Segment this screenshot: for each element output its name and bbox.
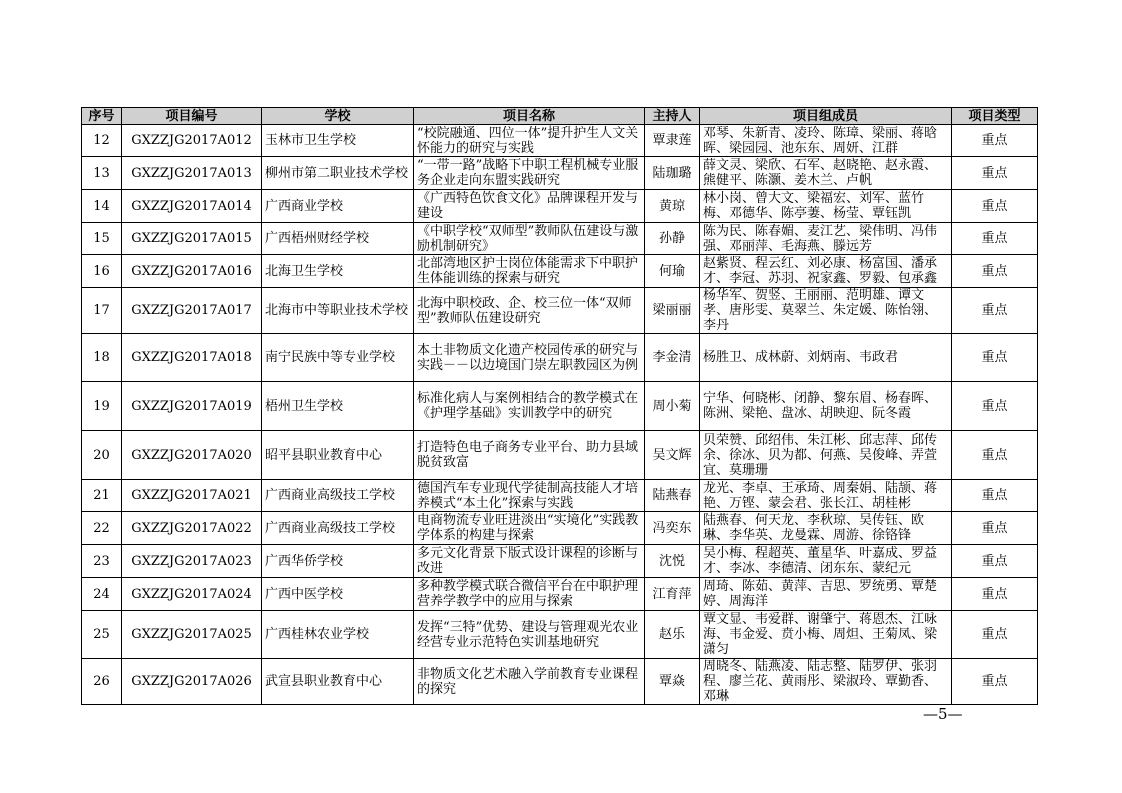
project-code: GXZZJG2017A024 xyxy=(122,578,262,611)
project-name: “一带一路”战略下中职工程机械专业服务企业走向东盟实践研究 xyxy=(414,157,645,190)
project-type: 重点 xyxy=(952,611,1038,659)
row-index: 18 xyxy=(82,334,122,382)
row-index: 24 xyxy=(82,578,122,611)
team-members: 赵紫贤、程云红、刘必康、杨富国、潘承才、李冠、苏羽、祝家鑫、罗毅、包承鑫 xyxy=(700,255,952,288)
header-members: 项目组成员 xyxy=(700,108,952,125)
project-code: GXZZJG2017A019 xyxy=(122,382,262,431)
team-members: 杨华军、贺竖、王丽丽、范明雄、谭文孝、唐彤雯、莫翠兰、朱定媛、陈怡翎、李丹 xyxy=(700,288,952,334)
project-type: 重点 xyxy=(952,431,1038,480)
table-row xyxy=(82,334,1038,382)
team-members: 周晓冬、陆燕凌、陆志整、陆罗伊、张羽程、廖兰花、黄雨彤、梁淑玲、覃勤香、邓琳 xyxy=(700,659,952,705)
row-index: 17 xyxy=(82,288,122,334)
host-name: 李金清 xyxy=(645,334,700,382)
table-row xyxy=(82,157,1038,190)
host-name: 赵乐 xyxy=(645,611,700,659)
project-name: 非物质文化艺术融入学前教育专业课程的探究 xyxy=(414,659,645,705)
header-host: 主持人 xyxy=(645,108,700,125)
school-name: 昭平县职业教育中心 xyxy=(262,431,414,480)
project-type: 重点 xyxy=(952,512,1038,545)
team-members: 贝荣赞、邱绍伟、朱江彬、邱志萍、邱传余、徐冰、贝为都、何燕、吴俊峰、弄萱宜、莫珊珊 xyxy=(700,431,952,480)
table-row xyxy=(82,480,1038,512)
row-index: 22 xyxy=(82,512,122,545)
host-name: 孙静 xyxy=(645,223,700,255)
header-type: 项目类型 xyxy=(952,108,1038,125)
project-code: GXZZJG2017A016 xyxy=(122,255,262,288)
project-code: GXZZJG2017A018 xyxy=(122,334,262,382)
project-code: GXZZJG2017A012 xyxy=(122,125,262,157)
project-name: 德国汽车专业现代学徒制高技能人才培养模式“本土化”探索与实践 xyxy=(414,480,645,512)
project-type: 重点 xyxy=(952,190,1038,223)
school-name: 北海卫生学校 xyxy=(262,255,414,288)
project-name: 北海中职校政、企、校三位一体“双师型”教师队伍建设研究 xyxy=(414,288,645,334)
project-name: 北部湾地区护士岗位体能需求下中职护生体能训练的探索与研究 xyxy=(414,255,645,288)
table-row xyxy=(82,512,1038,545)
team-members: 龙光、李卓、王承琦、周秦娟、陆颉、蒋艳、万铿、蒙会君、张长江、胡桂彬 xyxy=(700,480,952,512)
table-row xyxy=(82,659,1038,705)
team-members: 周琦、陈茹、黄萍、吉思、罗统勇、覃楚婷、周海洋 xyxy=(700,578,952,611)
project-type: 重点 xyxy=(952,125,1038,157)
table-row xyxy=(82,190,1038,223)
host-name: 陆珈璐 xyxy=(645,157,700,190)
project-type: 重点 xyxy=(952,545,1038,578)
table-row xyxy=(82,255,1038,288)
team-members: 陈为民、陈春媚、麦江艺、梁伟明、冯伟强、邓丽萍、毛海燕、滕远芳 xyxy=(700,223,952,255)
table-row xyxy=(82,288,1038,334)
school-name: 广西中医学校 xyxy=(262,578,414,611)
row-index: 14 xyxy=(82,190,122,223)
row-index: 26 xyxy=(82,659,122,705)
project-name: 《中职学校“双师型”教师队伍建设与激励机制研究》 xyxy=(414,223,645,255)
school-name: 广西商业高级技工学校 xyxy=(262,512,414,545)
project-type: 重点 xyxy=(952,578,1038,611)
table-header-row xyxy=(82,108,1038,125)
project-name: 打造特色电子商务专业平台、助力县域脱贫致富 xyxy=(414,431,645,480)
table-row xyxy=(82,611,1038,659)
school-name: 北海市中等职业技术学校 xyxy=(262,288,414,334)
host-name: 周小菊 xyxy=(645,382,700,431)
team-members: 陆燕春、何天龙、李秋琼、吴传钰、欧琳、李华英、龙曼霖、周游、徐铬锋 xyxy=(700,512,952,545)
team-members: 薛文灵、梁欣、石军、赵晓艳、赵永霞、熊健平、陈灏、姜木兰、卢帆 xyxy=(700,157,952,190)
project-type: 重点 xyxy=(952,288,1038,334)
row-index: 21 xyxy=(82,480,122,512)
table-row xyxy=(82,578,1038,611)
project-code: GXZZJG2017A017 xyxy=(122,288,262,334)
host-name: 梁丽丽 xyxy=(645,288,700,334)
row-index: 25 xyxy=(82,611,122,659)
header-project-name: 项目名称 xyxy=(414,108,645,125)
host-name: 冯奕东 xyxy=(645,512,700,545)
school-name: 广西梧州财经学校 xyxy=(262,223,414,255)
project-code: GXZZJG2017A023 xyxy=(122,545,262,578)
school-name: 柳州市第二职业技术学校 xyxy=(262,157,414,190)
row-index: 16 xyxy=(82,255,122,288)
host-name: 黄琼 xyxy=(645,190,700,223)
school-name: 广西商业学校 xyxy=(262,190,414,223)
row-index: 13 xyxy=(82,157,122,190)
table-row xyxy=(82,545,1038,578)
project-type: 重点 xyxy=(952,223,1038,255)
table-row xyxy=(82,125,1038,157)
team-members: 覃文显、韦爱群、谢肇宁、蒋恩杰、江咏海、韦金爱、贲小梅、周炟、王菊凤、梁潇匀 xyxy=(700,611,952,659)
header-index: 序号 xyxy=(82,108,122,125)
project-type: 重点 xyxy=(952,659,1038,705)
host-name: 吴文辉 xyxy=(645,431,700,480)
project-name: 本土非物质文化遗产校园传承的研究与实践－－以边境国门崇左职教园区为例 xyxy=(414,334,645,382)
host-name: 何瑜 xyxy=(645,255,700,288)
row-index: 23 xyxy=(82,545,122,578)
project-code: GXZZJG2017A022 xyxy=(122,512,262,545)
team-members: 吴小梅、程超英、董星华、叶嘉成、罗益才、李冰、李德清、闭东东、蒙纪元 xyxy=(700,545,952,578)
host-name: 覃隶莲 xyxy=(645,125,700,157)
project-code: GXZZJG2017A021 xyxy=(122,480,262,512)
school-name: 玉林市卫生学校 xyxy=(262,125,414,157)
project-name: “校院融通、四位一体”提升护生人文关怀能力的研究与实践 xyxy=(414,125,645,157)
project-code: GXZZJG2017A025 xyxy=(122,611,262,659)
project-name: 多种教学模式联合微信平台在中职护理营养学教学中的应用与探索 xyxy=(414,578,645,611)
team-members: 杨胜卫、成林蔚、刘炳南、韦政君 xyxy=(700,334,952,382)
project-code: GXZZJG2017A015 xyxy=(122,223,262,255)
project-type: 重点 xyxy=(952,255,1038,288)
table-row xyxy=(82,223,1038,255)
project-type: 重点 xyxy=(952,157,1038,190)
team-members: 林小岗、曾大文、梁福宏、刘军、蓝竹梅、邓德华、陈亭萋、杨莹、覃钰凯 xyxy=(700,190,952,223)
host-name: 沈悦 xyxy=(645,545,700,578)
project-code: GXZZJG2017A020 xyxy=(122,431,262,480)
table-row xyxy=(82,431,1038,480)
project-name: 《广西特色饮食文化》品牌课程开发与建设 xyxy=(414,190,645,223)
school-name: 南宁民族中等专业学校 xyxy=(262,334,414,382)
row-index: 12 xyxy=(82,125,122,157)
project-code: GXZZJG2017A026 xyxy=(122,659,262,705)
row-index: 19 xyxy=(82,382,122,431)
project-name: 多元文化背景下版式设计课程的诊断与改进 xyxy=(414,545,645,578)
school-name: 武宣县职业教育中心 xyxy=(262,659,414,705)
school-name: 广西商业高级技工学校 xyxy=(262,480,414,512)
header-school: 学校 xyxy=(262,108,414,125)
page-number: —5— xyxy=(923,705,963,723)
project-type: 重点 xyxy=(952,382,1038,431)
team-members: 宁华、何晓彬、闭静、黎东眉、杨春晖、陈洲、梁艳、盘冰、胡映迎、阮冬霞 xyxy=(700,382,952,431)
project-name: 发挥“三特”优势、建设与管理观光农业经营专业示范特色实训基地研究 xyxy=(414,611,645,659)
project-type: 重点 xyxy=(952,334,1038,382)
project-name: 标准化病人与案例相结合的教学模式在《护理学基础》实训教学中的研究 xyxy=(414,382,645,431)
host-name: 陆燕春 xyxy=(645,480,700,512)
table-row xyxy=(82,382,1038,431)
projects-table xyxy=(81,107,1038,705)
school-name: 梧州卫生学校 xyxy=(262,382,414,431)
host-name: 覃焱 xyxy=(645,659,700,705)
row-index: 15 xyxy=(82,223,122,255)
row-index: 20 xyxy=(82,431,122,480)
team-members: 邓琴、朱新青、凌玲、陈璋、梁丽、蒋晗晖、梁园园、池东东、周妍、江群 xyxy=(700,125,952,157)
host-name: 江育萍 xyxy=(645,578,700,611)
school-name: 广西华侨学校 xyxy=(262,545,414,578)
project-name: 电商物流专业旺进淡出“实境化”实践教学体系的构建与探索 xyxy=(414,512,645,545)
project-code: GXZZJG2017A013 xyxy=(122,157,262,190)
project-type: 重点 xyxy=(952,480,1038,512)
header-project-code: 项目编号 xyxy=(122,108,262,125)
project-code: GXZZJG2017A014 xyxy=(122,190,262,223)
school-name: 广西桂林农业学校 xyxy=(262,611,414,659)
